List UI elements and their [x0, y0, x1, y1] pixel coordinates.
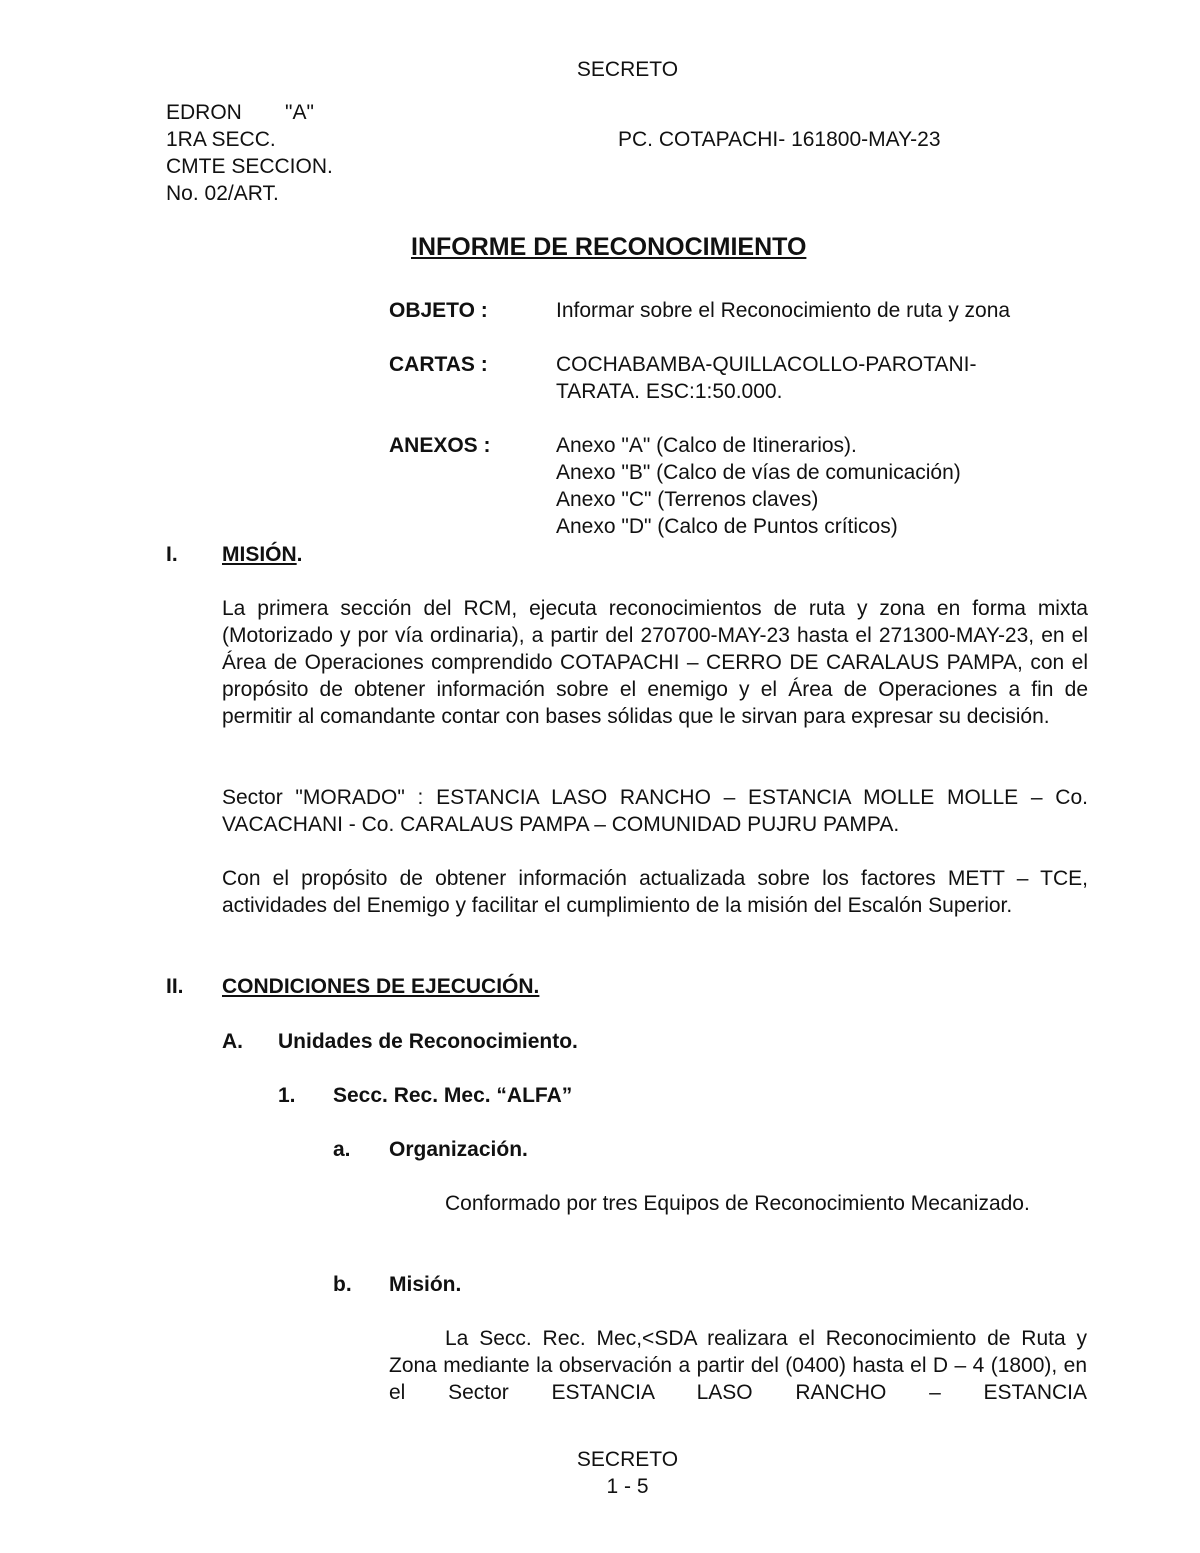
section1-paragraph-2: Sector "MORADO" : ESTANCIA LASO RANCHO – ESTANCIA MOLLE MOLLE – Co. VACACHANI - Co. CARALAUS PAMPA – COMUNIDAD PUJRU PAMPA. [222, 786, 1088, 836]
item-a-number: a. [333, 1138, 351, 1161]
letterhead-number: No. 02/ART. [166, 182, 279, 205]
letterhead-unit-letter: "A" [285, 101, 314, 124]
letterhead-section: 1RA SECC. [166, 128, 276, 151]
item-b-number: b. [333, 1273, 352, 1296]
header-classification: SECRETO [576, 58, 679, 81]
anexo-c: Anexo "C" (Terrenos claves) [556, 488, 819, 511]
subsection-a-heading: Unidades de Reconocimiento. [278, 1030, 578, 1053]
anexo-a: Anexo "A" (Calco de Itinerarios). [556, 434, 857, 457]
cartas-label: CARTAS : [389, 353, 488, 376]
objeto-value: Informar sobre el Reconocimiento de ruta y zona [556, 299, 1011, 322]
letterhead-commander: CMTE SECCION. [166, 155, 333, 178]
anexo-d: Anexo "D" (Calco de Puntos críticos) [556, 515, 898, 538]
section1-heading [222, 541, 303, 568]
item-b-text: La Secc. Rec. Mec,<SDA realizara el Reconocimiento de Ruta y Zona mediante la observación a partir del (0400) hasta el D – 4 (1800), en el Sector ESTANCIA LASO RANCHO – ESTANCIA [389, 1327, 1087, 1404]
section1-number: I. [166, 543, 178, 566]
cartas-line2: TARATA. ESC:1:50.000. [556, 380, 783, 403]
item-1-number: 1. [278, 1084, 296, 1107]
section1-heading-text: MISIÓN [222, 543, 297, 566]
letterhead-place-date: PC. COTAPACHI- 161800-MAY-23 [618, 128, 941, 151]
anexo-b: Anexo "B" (Calco de vías de comunicación) [556, 461, 961, 484]
letterhead-unit: EDRON [166, 101, 242, 124]
section1-paragraph-1: La primera sección del RCM, ejecuta reconocimientos de ruta y zona en forma mixta (Motorizado y por vía ordinaria), a partir del 270700-MAY-23 hasta el 271300-MAY-23, en el Área de Operaciones comprendido COTAPACHI – CERRO DE CARALAUS PAMPA, con el propósito de obtener información sobre el enemigo y el Área de Operaciones a fin de permitir al comandante contar con bases sólidas que le sirvan para expresar su decisión. [222, 597, 1088, 728]
item-a-heading: Organización. [389, 1138, 528, 1161]
section2-heading: CONDICIONES DE EJECUCIÓN. [222, 975, 540, 998]
section1-paragraph-3: Con el propósito de obtener información actualizada sobre los factores METT – TCE, actividades del Enemigo y facilitar el cumplimiento de la misión del Escalón Superior. [222, 867, 1088, 917]
item-1-heading: Secc. Rec. Mec. “ALFA” [333, 1084, 573, 1107]
footer-classification: SECRETO [576, 1448, 679, 1471]
section1-heading-dot: . [296, 543, 303, 566]
section2-number: II. [166, 975, 184, 998]
item-b-heading: Misión. [389, 1273, 462, 1296]
item-a-text: Conformado por tres Equipos de Reconocimiento Mecanizado. [445, 1192, 1030, 1215]
document-title: INFORME DE RECONOCIMIENTO [411, 233, 807, 261]
objeto-label: OBJETO : [389, 299, 488, 322]
subsection-a-number: A. [222, 1030, 243, 1053]
page-number: 1 - 5 [606, 1475, 649, 1498]
cartas-line1: COCHABAMBA-QUILLACOLLO-PAROTANI- [556, 353, 977, 376]
anexos-label: ANEXOS : [389, 434, 491, 457]
